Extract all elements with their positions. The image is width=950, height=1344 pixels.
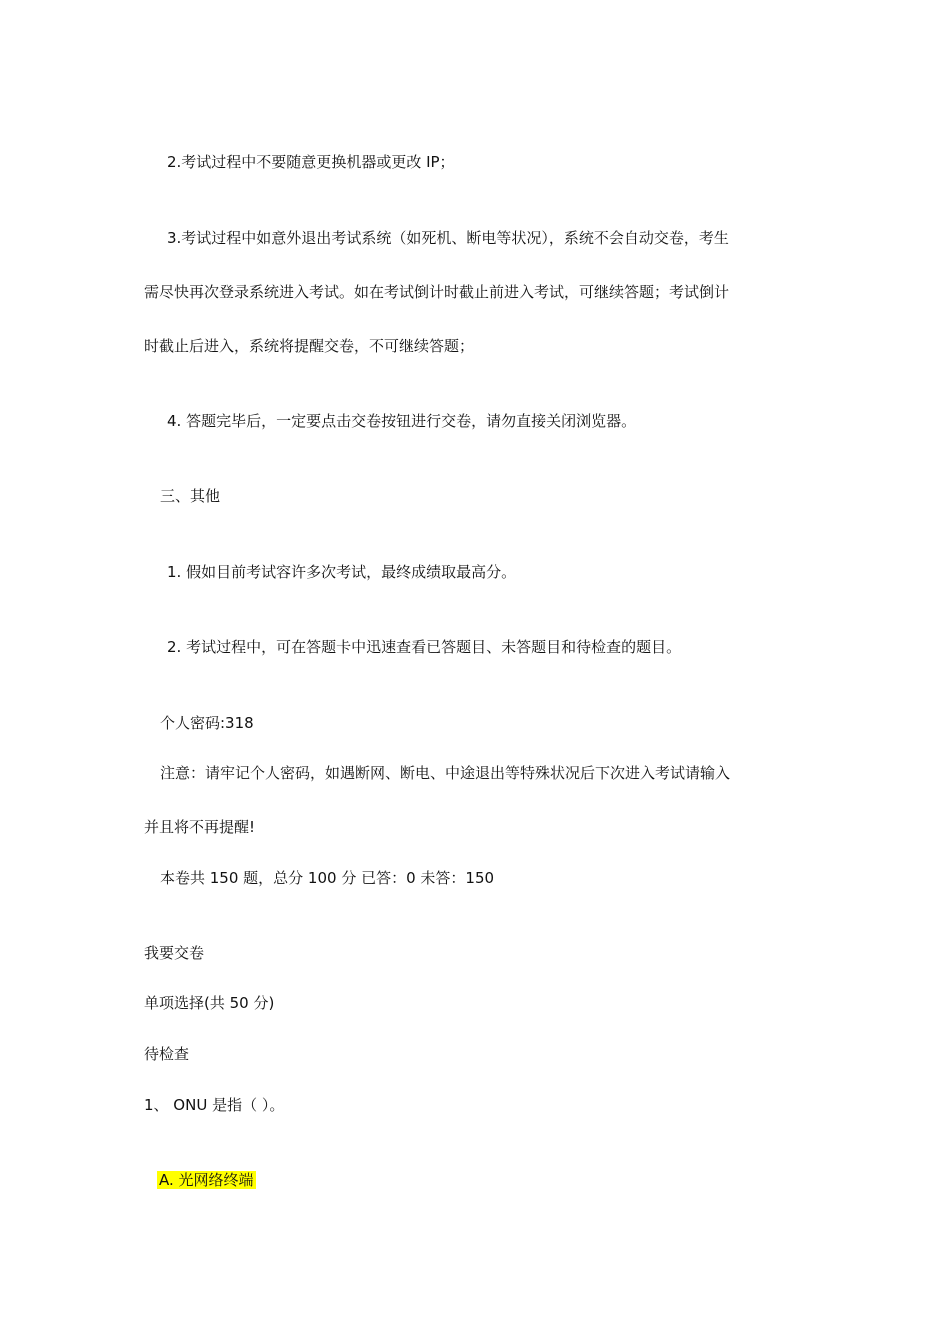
- rule-item-3-line-3: 时截止后进入，系统将提醒交卷，不可继续答题；: [144, 337, 475, 355]
- rule-item-3-line-1: 3.考试过程中如意外退出考试系统（如死机、断电等状况），系统不会自动交卷，考生: [167, 229, 729, 247]
- password-notice-line-2: 并且将不再提醒!: [144, 818, 256, 836]
- rule-item-4: 4. 答题完毕后，一定要点击交卷按钮进行交卷，请勿直接关闭浏览器。: [167, 412, 637, 430]
- rule-item-3-line-2: 需尽快再次登录系统进入考试。如在考试倒计时截止前进入考试，可继续答题；考试倒计: [144, 283, 730, 301]
- option-a-label: A. 光网络终端: [159, 1171, 254, 1189]
- section-single-choice-title: 单项选择(共 50 分): [144, 994, 275, 1012]
- submit-exam-link[interactable]: 我要交卷: [144, 944, 205, 962]
- rule-item-2: 2.考试过程中不要随意更换机器或更改 IP；: [167, 153, 455, 171]
- personal-password: 个人密码:318: [160, 714, 254, 732]
- section-other-heading: 三、其他: [160, 487, 221, 505]
- password-notice-line-1: 注意：请牢记个人密码，如遇断网、断电、中途退出等特殊状况后下次进入考试请输入: [160, 764, 731, 782]
- question-1-option-a[interactable]: [157, 1169, 256, 1191]
- other-item-2: 2. 考试过程中，可在答题卡中迅速查看已答题目、未答题目和待检查的题目。: [167, 638, 682, 656]
- other-item-1: 1. 假如目前考试容许多次考试，最终成绩取最高分。: [167, 563, 517, 581]
- review-pending-link[interactable]: 待检查: [144, 1045, 190, 1063]
- exam-summary: 本卷共 150 题，总分 100 分 已答：0 未答：150: [160, 869, 495, 887]
- question-1-text: 1、 ONU 是指（ ）。: [144, 1096, 285, 1114]
